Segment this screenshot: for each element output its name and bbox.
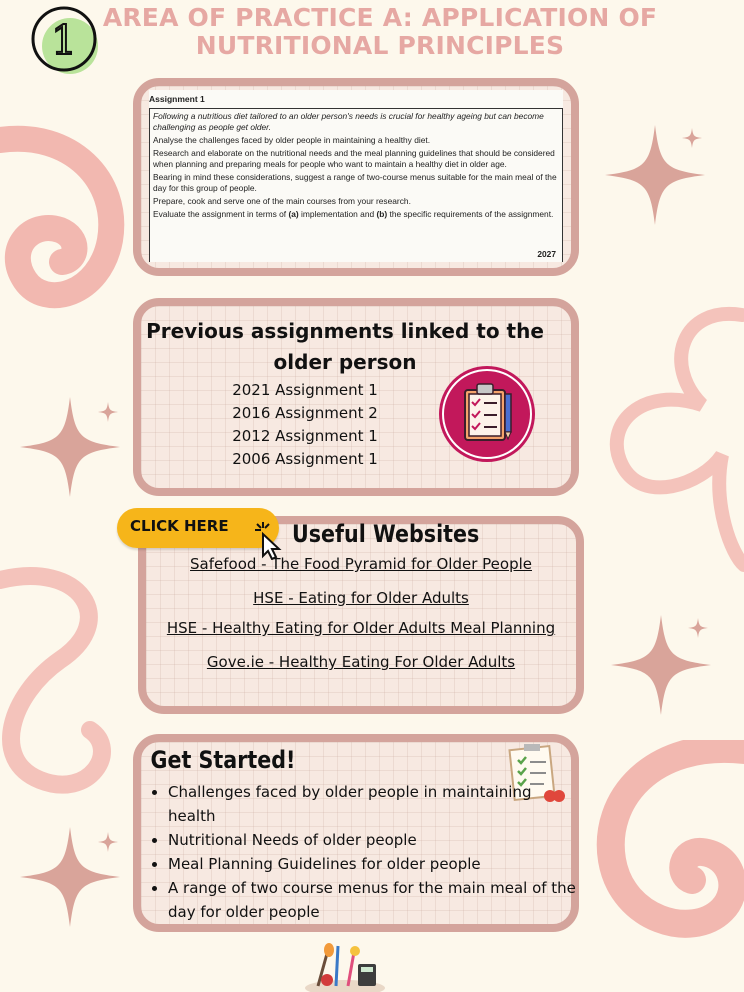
list-item: • A range of two course menus for the main meal of the day for older people: [168, 876, 580, 924]
get-started-title: Get Started!: [150, 746, 296, 774]
number-circle-icon: [28, 2, 102, 76]
link-hse-eating[interactable]: HSE - Eating for Older Adults: [253, 589, 469, 607]
clipboard-badge-icon: [437, 364, 537, 464]
assignment-paragraph: Prepare, cook and serve one of the main courses from your research.: [153, 196, 411, 206]
eval-a: (a): [288, 209, 299, 219]
assignment-intro: Following a nutritious diet tailored to an older person's needs is crucial for healthy ageing but can become challenging as people get older.: [153, 111, 544, 132]
list-item: 2006 Assignment 1: [232, 450, 378, 468]
number-label: 1: [51, 18, 77, 64]
assignment-paragraph: [153, 209, 559, 220]
assignment-paragraph: Research and elaborate on the nutritional needs and the meal planning guidelines that should be considered when planning and preparing meals for people who want to maintain a healthy diet in older age.: [153, 148, 555, 169]
previous-assignments-list: [225, 379, 385, 471]
assignment-document: [149, 90, 563, 262]
link-hse-meal-planning[interactable]: HSE - Healthy Eating for Older Adults Meal Planning: [166, 619, 556, 637]
sparkle-icon: [20, 392, 130, 502]
list-item: 2012 Assignment 1: [232, 427, 378, 445]
link-safefood[interactable]: Safefood - The Food Pyramid for Older People: [190, 555, 532, 573]
title-line-2: NUTRITIONAL PRINCIPLES: [195, 31, 565, 60]
sparkle-icon: [600, 120, 710, 230]
useful-websites-title: Useful Websites: [292, 520, 480, 548]
swirl-decoration-right: [592, 740, 744, 960]
assignment-year: 2027: [537, 249, 556, 259]
title-line-1: AREA OF PRACTICE A: APPLICATION OF: [102, 3, 658, 32]
website-links: [138, 554, 584, 671]
click-here-button[interactable]: CLICK HERE: [117, 508, 279, 548]
eval-b: (b): [376, 209, 388, 219]
get-started-list: [148, 780, 608, 924]
list-item: • Meal Planning Guidelines for older people: [168, 852, 608, 876]
sparkle-icon: [20, 822, 130, 932]
assignment-card: [133, 78, 579, 276]
sparkle-icon: [606, 610, 716, 720]
assignment-heading: Assignment 1: [149, 94, 205, 104]
link-gov-ie[interactable]: Gove.ie - Healthy Eating For Older Adults: [206, 653, 516, 671]
eval-text: the specific requirements of the assignment.: [387, 209, 554, 219]
previous-assignments-card: [133, 298, 579, 496]
assignment-box: [149, 108, 563, 262]
eval-text: implementation and: [298, 209, 377, 219]
previous-assignments-title: Previous assignments linked to the older person: [146, 319, 544, 374]
assignment-paragraph: Bearing in mind these considerations, suggest a range of two-course menus suitable for the main meal of the day for this group of people.: [153, 172, 557, 193]
flower-decoration-right: [582, 285, 744, 585]
list-item: 2016 Assignment 2: [232, 404, 378, 422]
kitchen-logo-icon: [300, 942, 390, 992]
list-item: • Challenges faced by older people in maintaining health: [168, 780, 570, 828]
list-item: • Nutritional Needs of older people: [168, 828, 608, 852]
page-title: [100, 4, 660, 60]
assignment-paragraph: Analyse the challenges faced by older people in maintaining a healthy diet.: [153, 135, 431, 145]
list-item: 2021 Assignment 1: [232, 381, 378, 399]
swirl-decoration-left: [0, 120, 140, 340]
eval-text: Evaluate the assignment in terms of: [153, 209, 289, 219]
